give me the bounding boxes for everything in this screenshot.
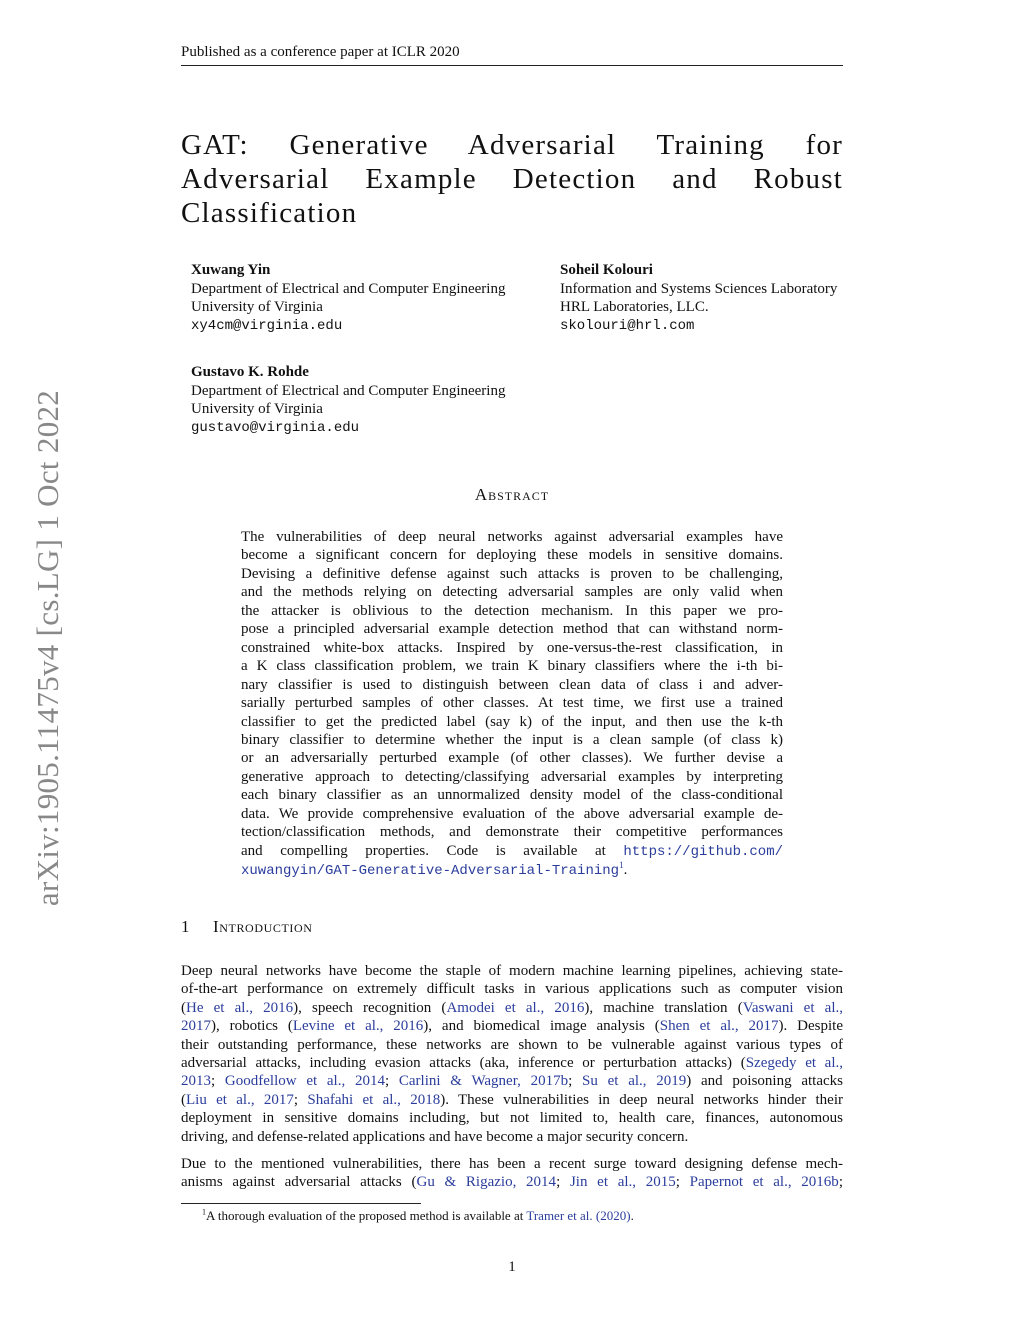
- citation-link[interactable]: Gu & Rigazio, 2014: [416, 1174, 557, 1191]
- title-line-2: Adversarial Example Detection and Robust: [181, 163, 843, 195]
- arxiv-identifier-text: arXiv:1905.11475v4 [cs.LG] 1 Oct 2022: [30, 389, 65, 907]
- author-block-3: [191, 363, 505, 437]
- abstract-line: tection/classification methods, and demonstrate their competitive performances: [241, 824, 783, 841]
- abstract-heading: Abstract: [474, 485, 550, 504]
- citation-link[interactable]: Papernot et al., 2016b: [689, 1174, 839, 1191]
- author-block-1: [191, 261, 505, 335]
- intro-line: 2017), robotics (Levine et al., 2016), and biomedical image analysis (Shen et al., 2017). Despite: [181, 1018, 843, 1035]
- citation-link[interactable]: 2017: [181, 1018, 211, 1035]
- code-url-link-continued[interactable]: xuwangyin/GAT-Generative-Adversarial-Training: [241, 863, 620, 880]
- author-name: Gustavo K. Rohde: [191, 364, 309, 380]
- author-email[interactable]: skolouri@hrl.com: [560, 317, 695, 334]
- abstract-line: constrained white-box attacks. Inspired by one-versus-the-rest classification, in: [241, 639, 783, 656]
- citation-link[interactable]: Carlini & Wagner, 2017b: [398, 1073, 569, 1090]
- abstract-line: become a significant concern for deploying these models in sensitive domains.: [241, 547, 783, 564]
- intro-line: anisms against adversarial attacks (Gu & Rigazio, 2014; Jin et al., 2015; Papernot et al., 2016b;: [181, 1174, 843, 1191]
- author-block-2: [560, 261, 837, 335]
- citation-link[interactable]: Liu et al., 2017: [186, 1091, 294, 1108]
- footnote-marker[interactable]: 1: [619, 860, 624, 871]
- intro-line: (He et al., 2016), speech recognition (Amodei et al., 2016), machine translation (Vaswani et al.,: [181, 999, 843, 1016]
- abstract-line: each binary classifier as an unnormalized density model of the class-conditional: [241, 787, 783, 804]
- abstract-line: or an adversarially perturbed example (of other classes). We further devise a: [241, 750, 783, 767]
- intro-line: deployment in sensitive domains including, but not limited to, health care, finances, autonomous: [181, 1110, 843, 1127]
- footnote: $^1$A thorough evaluation of the proposed method is available at Tramer et al. (2020).: [202, 1207, 634, 1223]
- abstract-line: nary classifier is used to distinguish between clean data of class i and adver-: [241, 676, 783, 693]
- section-title: Introduction: [213, 917, 313, 936]
- citation-link[interactable]: Shen et al., 2017: [659, 1018, 779, 1035]
- citation-link[interactable]: Goodfellow et al., 2014: [224, 1073, 385, 1090]
- citation-link[interactable]: Levine et al., 2016: [292, 1018, 424, 1035]
- abstract-line: sarially perturbed samples of other classes. At test time, we first use a trained: [241, 695, 783, 712]
- footnote-text: A thorough evaluation of the proposed method is available at: [206, 1208, 527, 1223]
- intro-line: driving, and defense-related applications and have become a major security concern.: [181, 1128, 689, 1145]
- abstract-line: Devising a definitive defense against such attacks is proven to be challenging,: [241, 565, 783, 582]
- abstract-line: data. We provide comprehensive evaluation of the above adversarial example de-: [241, 805, 783, 822]
- code-url-link[interactable]: https://github.com/: [623, 843, 784, 860]
- citation-link[interactable]: Szegedy et al.,: [745, 1055, 844, 1072]
- author-email[interactable]: xy4cm@virginia.edu: [191, 317, 343, 334]
- footnote-number: 1: [202, 1207, 206, 1217]
- abstract-line: the attacker is oblivious to the detection mechanism. In this paper we pro-: [241, 602, 783, 619]
- citation-link[interactable]: Shafahi et al., 2018: [307, 1091, 441, 1108]
- abstract-line: The vulnerabilities of deep neural networks against adversarial examples have: [241, 529, 783, 545]
- intro-line: Deep neural networks have become the staple of modern machine learning pipelines, achieving state-: [181, 963, 843, 979]
- section-heading: [181, 917, 313, 937]
- paper-title: [181, 128, 843, 230]
- citation-link[interactable]: Tramer et al. (2020): [526, 1208, 631, 1223]
- page-number: 1: [508, 1259, 516, 1275]
- author-affiliation: Department of Electrical and Computer Engineering: [191, 382, 506, 399]
- author-affiliation: Information and Systems Sciences Laboratory: [560, 280, 838, 297]
- intro-paragraph-1: [181, 962, 843, 1146]
- intro-paragraph-2: [181, 1155, 843, 1192]
- intro-line: 2013; Goodfellow et al., 2014; Carlini & Wagner, 2017b; Su et al., 2019) and poisoning attacks: [181, 1073, 843, 1090]
- author-name: Xuwang Yin: [191, 262, 271, 278]
- title-line-3: Classification: [181, 197, 358, 229]
- abstract-code-text: and compelling properties. Code is available at: [241, 842, 606, 859]
- abstract-line: a K class classification problem, we train K binary classifiers where the i-th bi-: [241, 658, 783, 675]
- citation-link[interactable]: 2013: [181, 1073, 211, 1090]
- title-line-1: GAT: Generative Adversarial Training for: [181, 129, 843, 161]
- citation-link[interactable]: Jin et al., 2015: [569, 1174, 676, 1191]
- section-number: 1: [181, 917, 191, 936]
- author-institution: University of Virginia: [191, 299, 323, 315]
- running-header: Published as a conference paper at ICLR 2020: [181, 44, 843, 66]
- abstract-line: [241, 861, 783, 880]
- abstract-line: and the methods relying on detecting adversarial samples are only valid when: [241, 584, 783, 601]
- abstract-line: pose a principled adversarial example detection method that can withstand norm-: [241, 621, 783, 638]
- abstract-line: generative approach to detecting/classifying adversarial examples by interpreting: [241, 768, 783, 785]
- citation-link[interactable]: Vaswani et al.,: [742, 999, 843, 1016]
- abstract-line: [241, 842, 783, 861]
- abstract-body: [241, 528, 783, 881]
- citation-link[interactable]: Amodei et al., 2016: [446, 999, 585, 1016]
- abstract-line: classifier to get the predicted label (say k) of the input, and then use the k-th: [241, 713, 783, 730]
- intro-line: (Liu et al., 2017; Shafahi et al., 2018). These vulnerabilities in deep neural networks hinder their: [181, 1091, 843, 1108]
- author-email[interactable]: gustavo@virginia.edu: [191, 419, 360, 436]
- citation-link[interactable]: Su et al., 2019: [582, 1073, 687, 1090]
- intro-line: of-the-art performance on extremely difficult tasks in various applications such as computer vision: [181, 981, 843, 998]
- intro-line: their outstanding performance, these networks are shown to be vulnerable against various types of: [181, 1036, 843, 1053]
- abstract-end-period: .: [623, 862, 628, 879]
- footnote-rule: [181, 1203, 421, 1204]
- intro-line: adversarial attacks, including evasion attacks (aka, inference or perturbation attacks) (Szegedy et al.,: [181, 1055, 844, 1072]
- author-name: Soheil Kolouri: [560, 262, 653, 278]
- citation-link[interactable]: He et al., 2016: [186, 999, 294, 1016]
- author-affiliation: Department of Electrical and Computer Engineering: [191, 280, 506, 297]
- abstract-line: binary classifier to determine whether the input is a clean sample (of class k): [241, 731, 783, 748]
- intro-line: Due to the mentioned vulnerabilities, there has been a recent surge toward designing defense mech-: [181, 1156, 843, 1172]
- author-institution: HRL Laboratories, LLC.: [560, 299, 709, 315]
- arxiv-identifier: [30, 368, 66, 928]
- author-institution: University of Virginia: [191, 401, 323, 417]
